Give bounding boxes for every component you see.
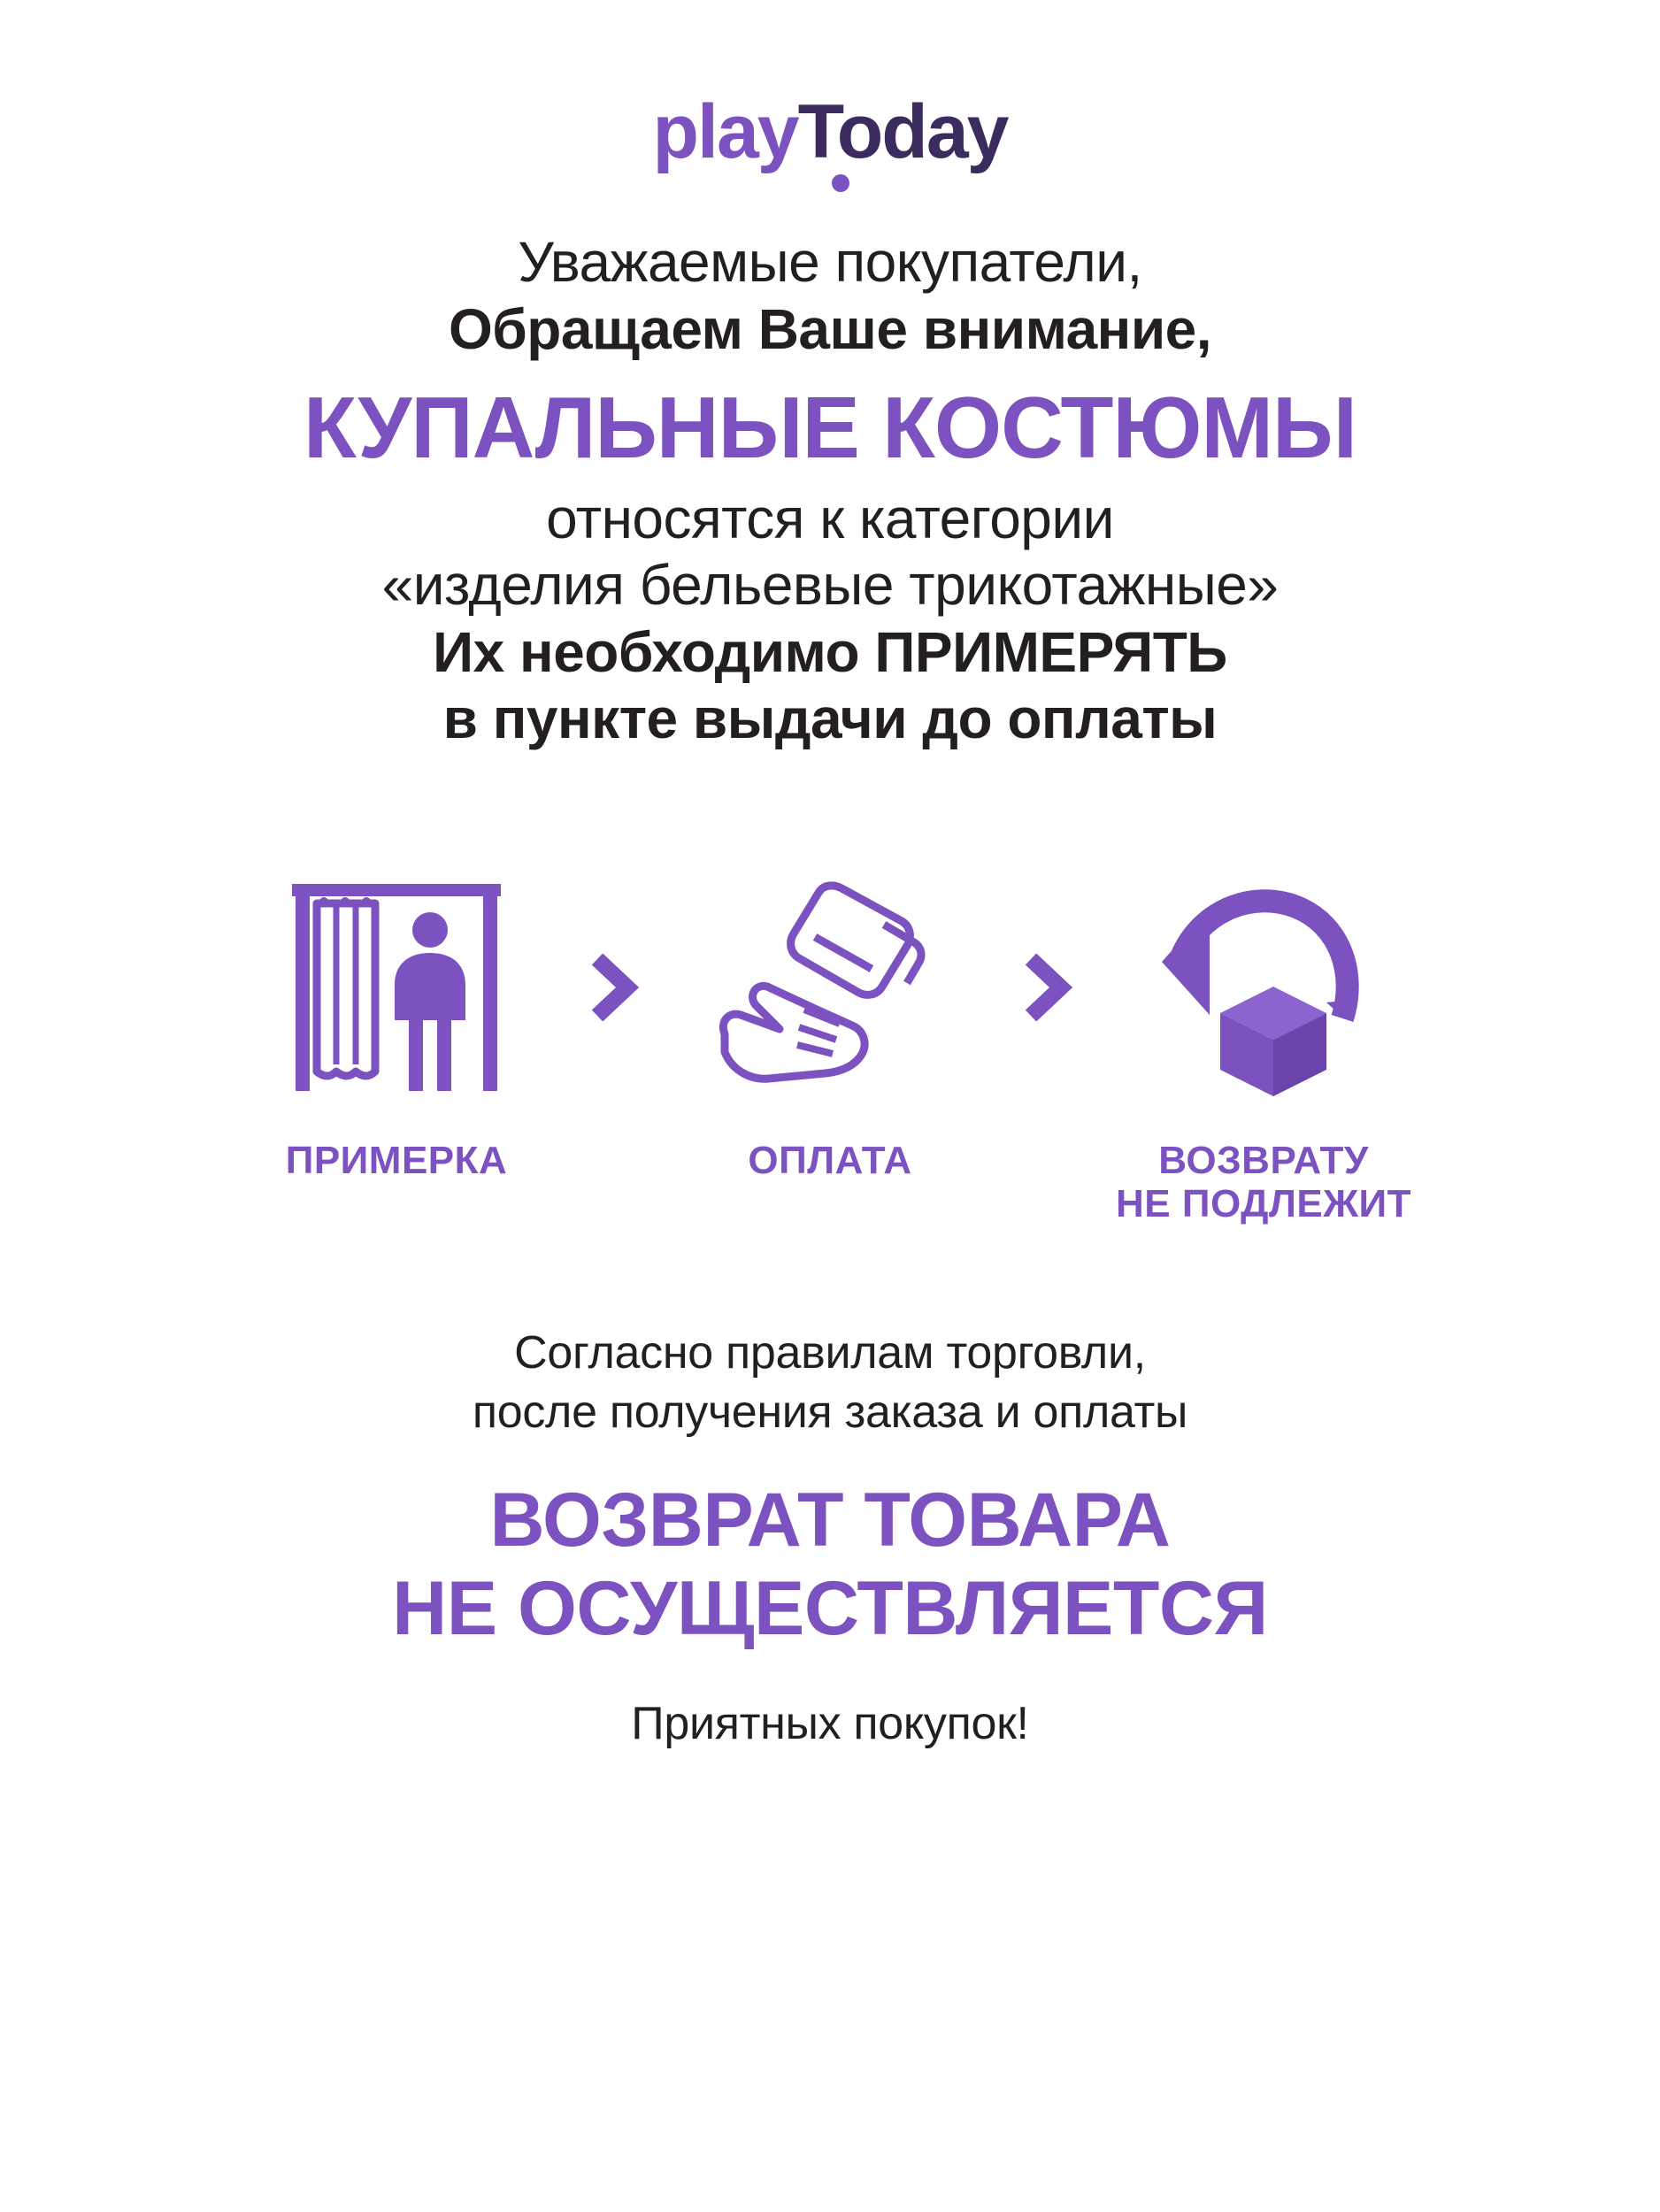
step-no-return [1095,868,1432,1226]
logo-dot-icon [832,174,849,192]
step-no-return-label [1116,1139,1411,1226]
footer-closing: Приятных покупок! [631,1697,1029,1749]
headline-line-1: Уважаемые покупатели, [518,230,1142,294]
brand-logo-today: Today [797,89,1008,174]
fitting-room-icon [281,868,511,1107]
footer-note-line-1: Согласно правилам торговли, [514,1326,1146,1379]
headline-swimsuits: КУПАЛЬНЫЕ КОСТЮМЫ [303,379,1356,477]
step-no-return-label-line2: НЕ ПОДЛЕЖИТ [1116,1182,1411,1226]
headline-line-5: «изделия бельевые трикотажные» [381,553,1279,618]
steps-row [166,868,1494,1226]
headline-line-6: Их необходимо ПРИМЕРЯТЬ [433,619,1227,684]
step-fitting [228,868,565,1182]
brand-logo [653,88,1008,176]
step-fitting-label: ПРИМЕРКА [285,1138,508,1182]
chevron-right-icon [565,868,662,1107]
footer-emphasis-line-2: НЕ ОСУЩЕСТВЛЯЕТСЯ [392,1566,1268,1652]
step-no-return-label-line1: ВОЗВРАТУ [1158,1138,1369,1182]
brand-logo-play: play [652,89,798,174]
footer-note-line-2: после получения заказа и оплаты [472,1386,1188,1439]
headline-block [304,229,1356,753]
hand-payment-icon [711,868,949,1107]
no-return-box-icon [1144,868,1383,1107]
footer-emphasis-line-1: ВОЗВРАТ ТОВАРА [489,1477,1171,1563]
step-payment [662,868,998,1182]
chevron-right-icon-2 [998,868,1095,1107]
footer-block [392,1324,1268,1750]
headline-line-2: Обращаем Ваше внимание, [448,296,1212,361]
headline-line-4: относятся к категории [546,486,1114,550]
step-payment-label: ОПЛАТА [748,1138,912,1182]
headline-line-7: в пункте выдачи до оплаты [442,687,1218,751]
